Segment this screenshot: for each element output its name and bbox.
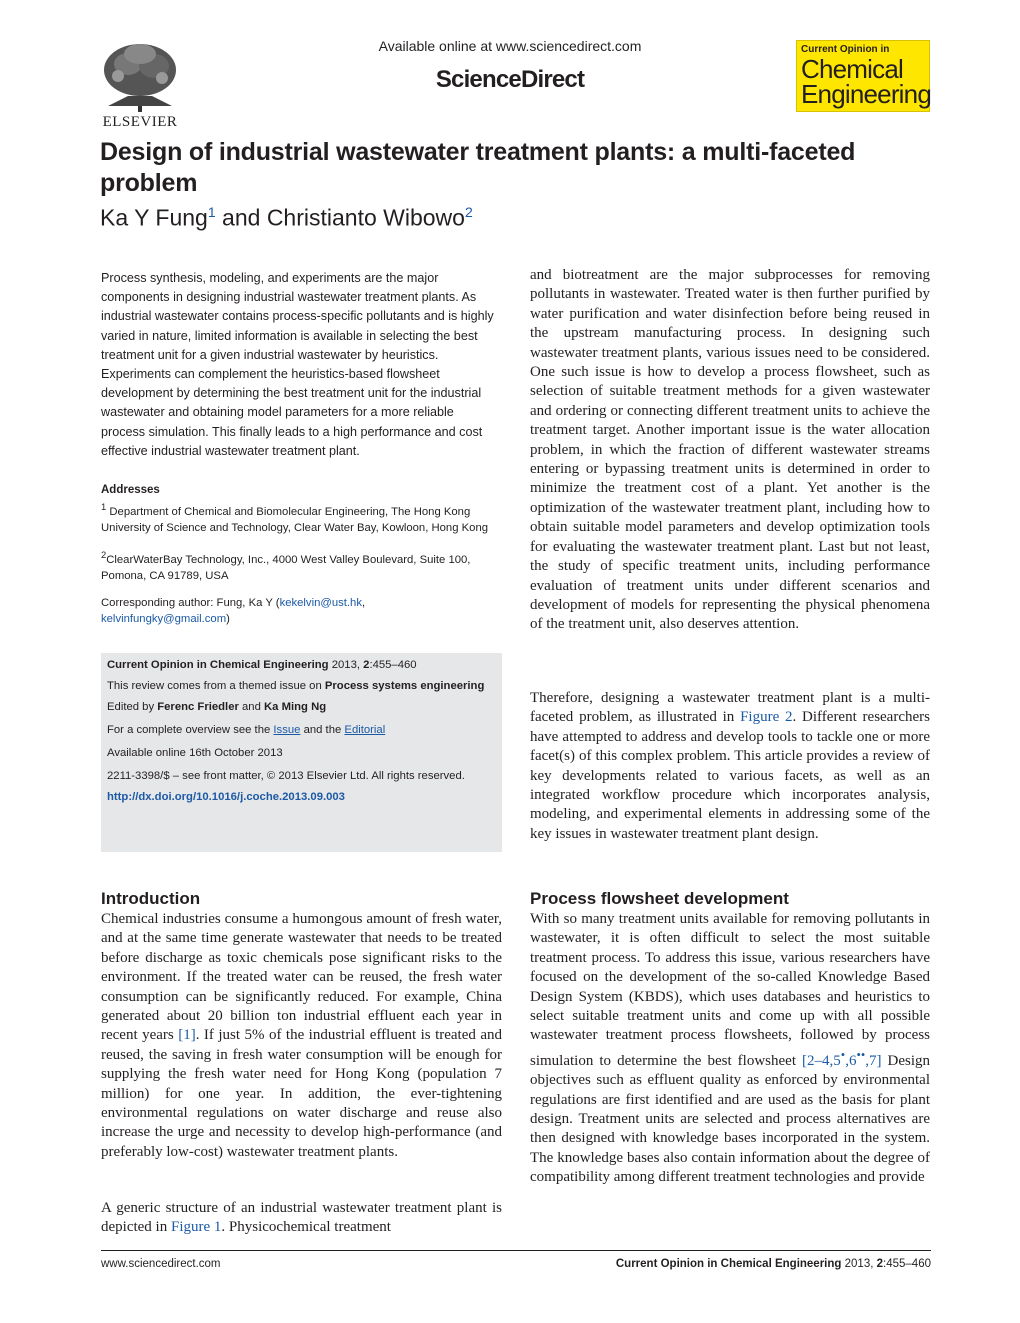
journal-badge-line1: Chemical [801,54,903,84]
intro-para1-text-b: . If just 5% of the industrial effluent is treated and reused, the saving in fresh water consumption will be enough for supplying the fresh water need for Hong Kong (population 7 million) for one year. In addition, the ever-tightening environmental regulations on water discharge and reuse also increase the urge and necessity to develop high-performance (and preferably low-cost) wastewater treatment plants. [101,1027,502,1160]
reference-link-1[interactable]: [1] [178,1027,196,1044]
email-link-1[interactable]: kekelvin@ust.hk [279,597,362,609]
address-2-text: ClearWaterBay Technology, Inc., 4000 West Valley Boulevard, Suite 100, Pomona, CA 91789, USA [101,553,471,582]
footer-year: 2013, [844,1258,874,1270]
author-1: Ka Y Fung [100,204,208,231]
figure-2-link[interactable]: Figure 2 [740,709,793,726]
themed-issue-row [107,679,496,694]
email-separator: , [361,597,366,609]
corresponding-label: Corresponding author: Fung, Ka Y ( [101,597,280,609]
themed-issue-prefix: This review comes from a themed issue on [107,680,322,692]
reference-link-7[interactable]: ,7] [865,1052,882,1069]
intro-para1-text-a: Chemical industries consume a humongous amount of fresh water, and at the same time generate wastewater that needs to be treated before discharge as toxic chemicals pose significant risks to the environment. If the treated water can be reused, the fresh water consumption can be significantly reduced. For example, China generated about 20 billion ton industrial effluent each year in recent years [101,911,502,1044]
author-1-affiliation[interactable]: 1 [207,204,216,220]
intro-para2-text-b: . Physicochemical treatment [221,1219,391,1236]
overview-row [107,723,496,738]
right-para2-text-b: . Different researchers have attempted to address and develop tools to tackle one or more facet(s) of this complex problem. This article provides a review of key developments related to various facets, as well as an integrated workflow procedure which incorporates analysis, modeling, and experimental elements in addressing some of the key issues in wastewater treatment plant design. [530,709,930,842]
footer-citation [500,1258,931,1270]
intro-para2-text-a: A generic structure of an industrial wastewater treatment plant is depicted in [101,1200,502,1236]
article-title: Design of industrial wastewater treatment plants: a multi-faceted problem [100,138,856,197]
issue-link[interactable]: Issue [273,724,301,736]
reference-6-marker: •• [856,1047,866,1062]
editors-and: and [242,701,261,713]
journal-badge-name [801,54,931,109]
right-para2-text-a: Therefore, designing a wastewater treatment plant is a multi-faceted problem, as illustrated in [530,690,930,726]
available-online-date: Available online 16th October 2013 [107,747,283,759]
footer-pages: :455–460 [883,1258,931,1270]
author-line [100,196,936,234]
email-link-2[interactable]: kelvinfungky@gmail.com [101,613,227,625]
reference-5-marker: • [840,1047,846,1062]
article-info-box [101,653,502,852]
introduction-paragraph-1 [101,910,502,1162]
citation-journal: Current Opinion in Chemical Engineering [107,659,329,671]
corresponding-author [101,595,501,627]
flowsheet-heading: Process flowsheet development [530,889,789,908]
address-2-number: 2 [101,549,107,560]
address-1 [101,499,501,536]
elsevier-tree-icon [98,40,182,112]
citation-volume: 2 [363,659,370,671]
editorial-link[interactable]: Editorial [344,724,386,736]
flowsheet-paragraph [530,910,930,1188]
footer-url[interactable]: www.sciencedirect.com [101,1258,221,1270]
overview-prefix: For a complete overview see the [107,724,271,736]
author-2: Christianto Wibowo [266,204,465,231]
journal-badge [796,40,930,112]
body-paragraph-right-2 [530,689,930,844]
journal-badge-top: Current Opinion in [801,44,890,55]
author-2-affiliation[interactable]: 2 [464,204,473,220]
abstract: Process synthesis, modeling, and experiments are the major components in designing industrial wastewater treatment plants. As industrial wastewater contains process-specific pollutants and is highly varied in nature, limited information is available in selecting the best treatment unit for a given industrial wastewater by heuristics. Experiments can complement the heuristics-based flowsheet development by determining the best treatment unit for the industrial wastewater and obtaining model parameters for a more reliable process simulation. This finally leads to a high performance and cost effective industrial wastewater treatment plant. [101,271,494,458]
themed-issue-name: Process systems engineering [324,680,485,692]
citation-pages: :455–460 [369,659,417,671]
available-online-text: Available online at www.sciencedirect.com [378,38,642,54]
citation-year: 2013, [331,659,360,671]
body-paragraph-right-1: and biotreatment are the major subprocesses for removing pollutants in wastewater. Treated water is then further purified by water purification and water disinfection before being reused in the upstream manufacturing process. In designing such wastewater treatment plants, various issues need to be considered. One such issue is how to develop a process flowsheet, such as selection of suitable treatment methods for a given wastewater and ordering or connecting different treatment units to achieve the treatment target. Another important issue is the water allocation problem, in which the fraction of different wastewater streams entering or bypassing treatment units is determined in order to minimize the treatment cost of a plant. Yet another is the optimization of the wastewater treatment plant, including how to obtain suitable model parameters and develop optimization tools for evaluating the wastewater treatment plant. Last but not least, the study of specific treatment units, including performance evaluation of treatment units under different scenarios and development of models for representing the physical phenomena of the treatment unit, also deserves attention. [530,267,930,633]
doi-link[interactable]: http://dx.doi.org/10.1016/j.coche.2013.09.003 [107,791,345,803]
editor-1: Ferenc Friedler [157,701,239,713]
copyright-notice: 2211-3398/$ – see front matter, © 2013 Elsevier Ltd. All rights reserved. [107,770,465,782]
overview-and: and the [303,724,342,736]
address-2 [101,547,501,584]
footer-journal: Current Opinion in Chemical Engineering [615,1258,842,1270]
elsevier-wordmark: ELSEVIER [102,114,178,130]
introduction-paragraph-2 [101,1199,502,1238]
edited-by-prefix: Edited by [107,701,155,713]
corresponding-close: ) [226,613,230,625]
author-join: and [222,204,261,231]
introduction-heading: Introduction [101,889,201,908]
address-1-text: Department of Chemical and Biomolecular Engineering, The Hong Kong University of Science and Technology, Clear Water Bay, Kowloon, Hong Kong [101,505,489,534]
reference-link-2-5[interactable]: [2–4,5 [802,1052,841,1069]
address-1-number: 1 [101,501,107,512]
editors-row [107,700,496,715]
figure-1-link[interactable]: Figure 1 [170,1219,222,1236]
reference-link-group[interactable] [802,1047,882,1069]
flowsheet-text-a: With so many treatment units available for removing pollutants in wastewater, it is often difficult to select the most suitable treatment process. To address this issue, various researchers have focused on the development of the so-called Knowledge Based Design System (KBDS), which uses databases and heuristics to select suitable treatment units and come up with all possible wastewater treatment process flowsheets, followed by process simulation to determine the best flowsheet [530,911,930,1069]
reference-link-6[interactable]: ,6 [845,1052,857,1069]
sciencedirect-logo[interactable]: ScienceDirect [435,66,585,93]
flowsheet-text-b: Design objectives such as effluent quality as enforced by environmental regulations are first identified and are used as the basis for plant design. Treatment units are selected and process alternatives are then designed with knowledge bases incorporated in the system. The knowledge bases also contain information about the degree of compatibility among different treatment technologies and provide [530,1052,930,1186]
citation-row [107,658,496,673]
editor-2: Ka Ming Ng [264,701,327,713]
footer-divider [101,1250,931,1251]
elsevier-logo [98,40,182,130]
footer-volume: 2 [876,1258,884,1270]
journal-badge-line2: Engineering [801,79,931,109]
addresses-heading: Addresses [101,484,160,496]
